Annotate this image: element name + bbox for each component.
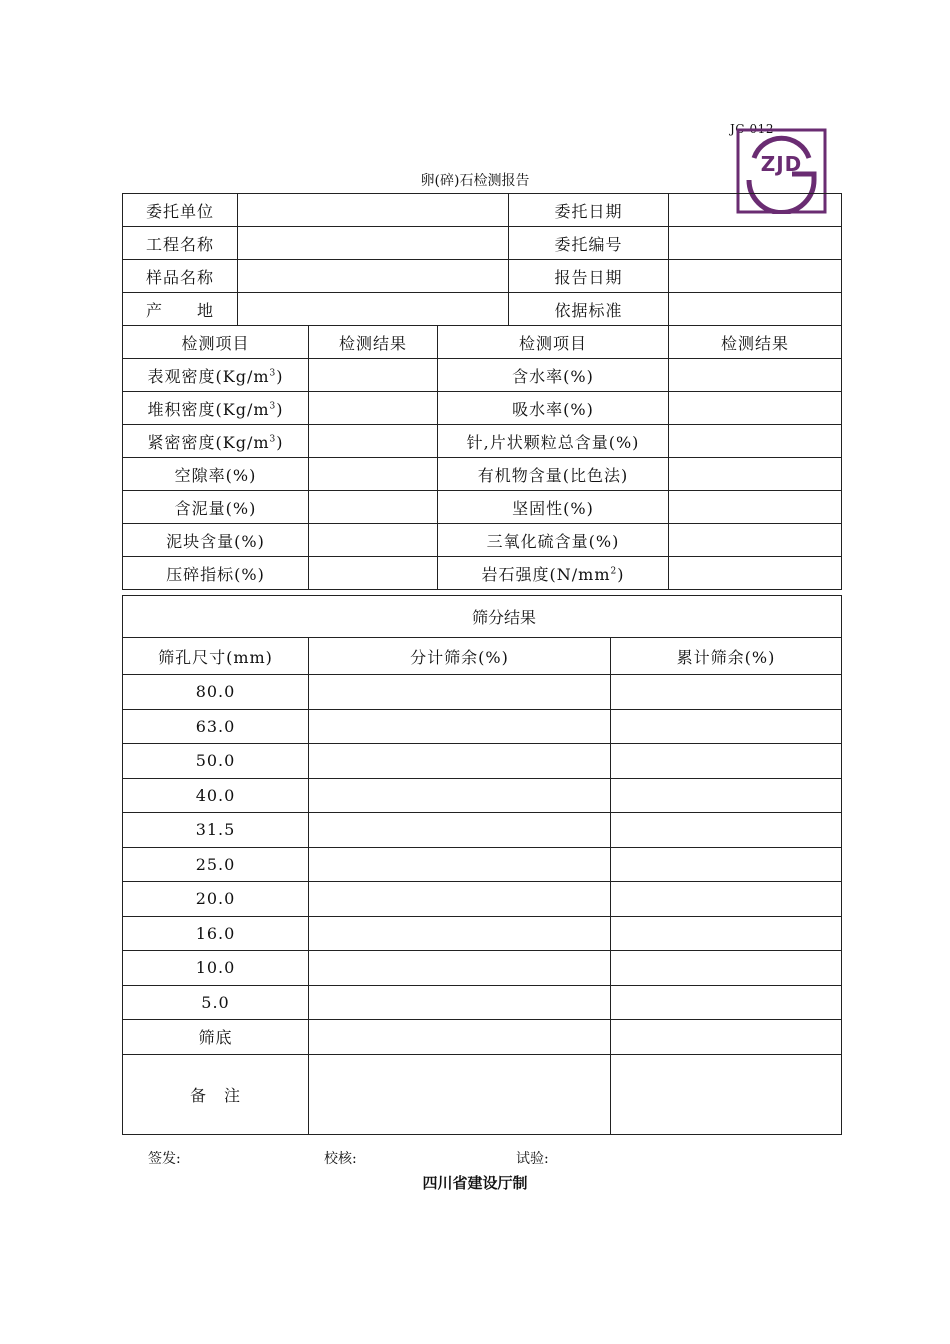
partial-retained-field[interactable] — [309, 813, 611, 848]
test-row — [123, 557, 842, 590]
test-row — [123, 425, 842, 458]
test-item-left: 压碎指标(%) — [123, 557, 309, 590]
cumulative-retained-field[interactable] — [611, 1020, 842, 1055]
test-item-right: 坚固性(%) — [438, 491, 669, 524]
logo-text: ZJD — [760, 152, 803, 176]
client-field[interactable] — [238, 194, 509, 227]
report-date-field[interactable] — [669, 260, 842, 293]
report-date-label: 报告日期 — [509, 260, 669, 293]
test-result-field[interactable] — [309, 392, 438, 425]
sieve-size: 16.0 — [123, 916, 309, 951]
sieve-row — [123, 675, 842, 710]
sample-name-label: 样品名称 — [123, 260, 238, 293]
partial-retained-field[interactable] — [309, 744, 611, 779]
test-item-right: 有机物含量(比色法) — [438, 458, 669, 491]
test-result-field[interactable] — [669, 359, 842, 392]
test-row — [123, 392, 842, 425]
client-label: 委托单位 — [123, 194, 238, 227]
cumulative-retained-field[interactable] — [611, 744, 842, 779]
test-result-field[interactable] — [669, 491, 842, 524]
sieve-size: 20.0 — [123, 882, 309, 917]
cumulative-retained-field[interactable] — [611, 709, 842, 744]
test-result-field[interactable] — [669, 557, 842, 590]
sieve-row — [123, 985, 842, 1020]
partial-retained-field[interactable] — [309, 916, 611, 951]
sieve-size-header: 筛孔尺寸(mm) — [123, 638, 309, 675]
test-result-field[interactable] — [309, 557, 438, 590]
test-result-field[interactable] — [669, 425, 842, 458]
sieve-section-title: 筛分结果 — [123, 596, 842, 638]
remarks-label: 备 注 — [123, 1054, 309, 1134]
partial-retained-field[interactable] — [309, 675, 611, 710]
report-title: 卵(碎)石检测报告 — [420, 173, 530, 189]
test-item-right: 三氧化硫含量(%) — [438, 524, 669, 557]
sieve-size: 80.0 — [123, 675, 309, 710]
sieve-header-row — [123, 638, 842, 675]
sieve-row — [123, 882, 842, 917]
sieve-row — [123, 778, 842, 813]
info-row — [123, 227, 842, 260]
test-result-field[interactable] — [309, 359, 438, 392]
test-result-field[interactable] — [669, 392, 842, 425]
cumulative-retained-field[interactable] — [611, 847, 842, 882]
test-result-field[interactable] — [309, 491, 438, 524]
sieve-row — [123, 951, 842, 986]
test-result-field[interactable] — [669, 524, 842, 557]
signer-label: 签发: — [148, 1151, 181, 1167]
standard-label: 依据标准 — [509, 293, 669, 326]
origin-field[interactable] — [238, 293, 509, 326]
test-item-right: 吸水率(%) — [438, 392, 669, 425]
form-code: JC-012 — [730, 122, 774, 136]
sieve-size: 筛底 — [123, 1020, 309, 1055]
sieve-size: 10.0 — [123, 951, 309, 986]
test-item-right: 岩石强度$(N/mm^2)$ — [438, 557, 669, 590]
test-result-field[interactable] — [669, 458, 842, 491]
cumulative-retained-field[interactable] — [611, 985, 842, 1020]
test-item-left: 空隙率(%) — [123, 458, 309, 491]
sieve-size: 25.0 — [123, 847, 309, 882]
sieve-size: 31.5 — [123, 813, 309, 848]
checker-label: 校核: — [324, 1151, 357, 1167]
cumulative-retained-field[interactable] — [611, 675, 842, 710]
partial-retained-field[interactable] — [309, 709, 611, 744]
remarks-field[interactable] — [309, 1054, 611, 1134]
test-header-row — [123, 326, 842, 359]
test-result-header-left: 检测结果 — [309, 326, 438, 359]
test-item-header-left: 检测项目 — [123, 326, 309, 359]
test-item-left: 堆积密度$(Kg/m^3)$ — [123, 392, 309, 425]
sieve-row — [123, 916, 842, 951]
cumulative-retained-field[interactable] — [611, 813, 842, 848]
project-name-field[interactable] — [238, 227, 509, 260]
sample-name-field[interactable] — [238, 260, 509, 293]
origin-label: 产 地 — [123, 293, 238, 326]
cumulative-retained-field[interactable] — [611, 882, 842, 917]
partial-retained-field[interactable] — [309, 985, 611, 1020]
issuer: 四川省建设厅制 — [422, 1174, 528, 1192]
commission-number-label: 委托编号 — [509, 227, 669, 260]
sieve-cumulative-header: 累计筛余(%) — [611, 638, 842, 675]
partial-retained-field[interactable] — [309, 847, 611, 882]
test-item-left: 紧密密度$(Kg/m^3)$ — [123, 425, 309, 458]
partial-retained-field[interactable] — [309, 951, 611, 986]
test-item-right: 针,片状颗粒总含量(%) — [438, 425, 669, 458]
test-item-left: 表观密度$(Kg/m^3)$ — [123, 359, 309, 392]
test-item-left: 含泥量(%) — [123, 491, 309, 524]
sieve-size: 5.0 — [123, 985, 309, 1020]
test-row — [123, 491, 842, 524]
info-row — [123, 260, 842, 293]
cumulative-retained-field[interactable] — [611, 778, 842, 813]
test-item-left: 泥块含量(%) — [123, 524, 309, 557]
standard-field[interactable] — [669, 293, 842, 326]
cumulative-retained-field[interactable] — [611, 951, 842, 986]
remarks-row — [123, 1054, 842, 1134]
sieve-section-row — [123, 596, 842, 638]
test-row — [123, 458, 842, 491]
info-and-test-table — [122, 193, 842, 590]
partial-retained-field[interactable] — [309, 882, 611, 917]
info-row — [123, 293, 842, 326]
sieve-partial-header: 分计筛余(%) — [309, 638, 611, 675]
sieve-row — [123, 847, 842, 882]
sieve-size: 63.0 — [123, 709, 309, 744]
partial-retained-field[interactable] — [309, 1020, 611, 1055]
info-row — [123, 194, 842, 227]
sieve-row — [123, 1020, 842, 1055]
remarks-field-extra[interactable] — [611, 1054, 842, 1134]
test-row — [123, 359, 842, 392]
test-result-field[interactable] — [309, 458, 438, 491]
project-name-label: 工程名称 — [123, 227, 238, 260]
test-result-field[interactable] — [309, 524, 438, 557]
sieve-table — [122, 595, 842, 1135]
test-result-header-right: 检测结果 — [669, 326, 842, 359]
sieve-row — [123, 813, 842, 848]
partial-retained-field[interactable] — [309, 778, 611, 813]
tester-label: 试验: — [516, 1151, 549, 1167]
test-item-header-right: 检测项目 — [438, 326, 669, 359]
test-row — [123, 524, 842, 557]
test-item-right: 含水率(%) — [438, 359, 669, 392]
sieve-size: 50.0 — [123, 744, 309, 779]
commission-date-field[interactable] — [669, 194, 842, 227]
sieve-row — [123, 709, 842, 744]
sieve-row — [123, 744, 842, 779]
sieve-size: 40.0 — [123, 778, 309, 813]
commission-date-label: 委托日期 — [509, 194, 669, 227]
commission-number-field[interactable] — [669, 227, 842, 260]
cumulative-retained-field[interactable] — [611, 916, 842, 951]
test-result-field[interactable] — [309, 425, 438, 458]
